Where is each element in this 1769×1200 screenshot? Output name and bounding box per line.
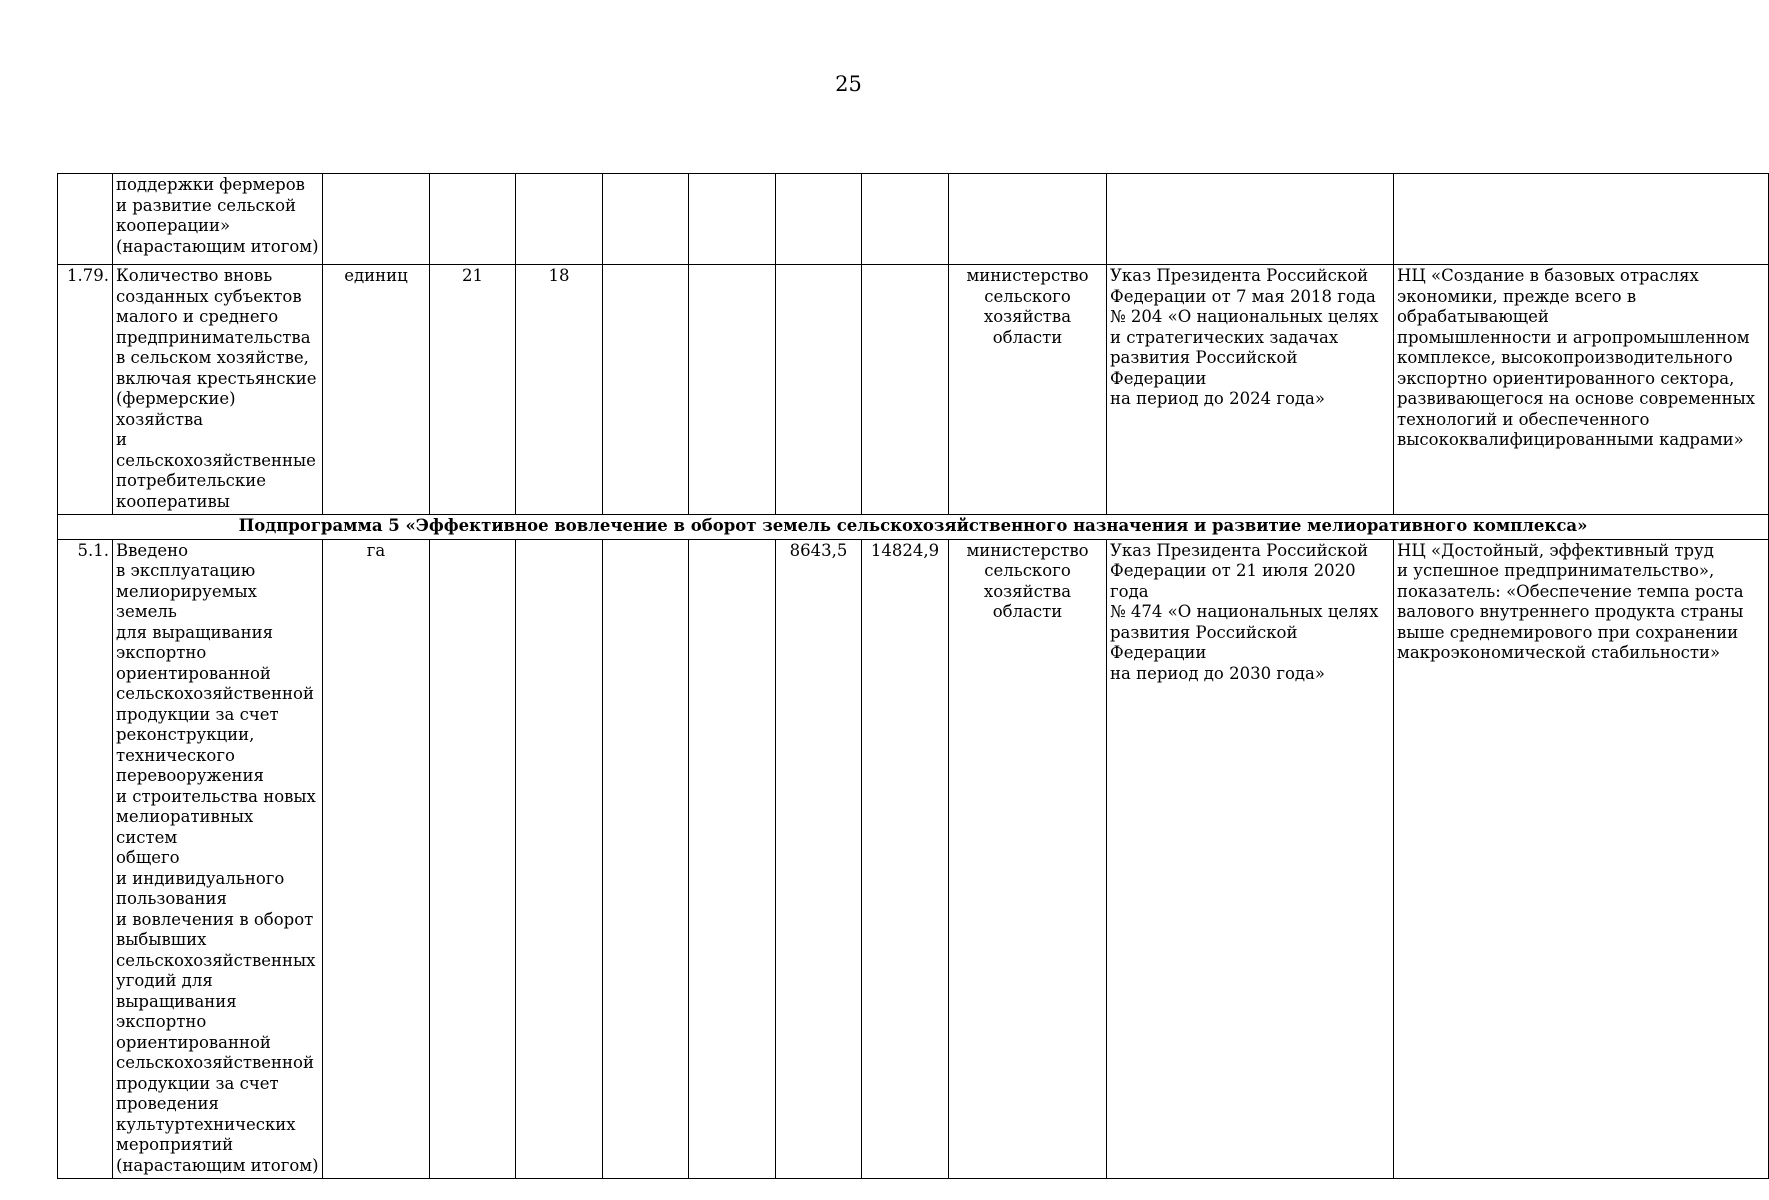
value-cell — [430, 174, 516, 265]
page-number: 25 — [835, 72, 862, 96]
indicator-name: Введено в эксплуатацию мелиорируемых земель для выращивания экспортно ориентированной сельскохозяйственной продукции за счет реконструкции, технического перевооружения и строительства новых мелиоративных систем общего и индивидуального пользования и вовлечения в оборот выбывших сельскохозяйственных угодий для выращивания экспортно ориентированной сельскохозяйственной продукции за счет проведения культуртехнических мероприятий (нарастающим итогом) — [113, 539, 323, 1179]
responsible-cell: министерство сельского хозяйства области — [949, 539, 1107, 1179]
subprogram-row — [58, 515, 1769, 540]
table-row — [58, 539, 1769, 1179]
value-cell — [516, 539, 603, 1179]
row-number: 1.79. — [58, 265, 113, 515]
indicator-name: Количество вновь созданных субъектов малого и среднего предпринимательства в сельском хозяйстве, включая крестьянские (фермерские) хозяйства и сельскохозяйственные потребительские кооперативы — [113, 265, 323, 515]
responsible-cell: министерство сельского хозяйства области — [949, 265, 1107, 515]
value-cell — [862, 174, 949, 265]
value-cell — [776, 174, 862, 265]
value-cell — [776, 265, 862, 515]
unit-cell: единиц — [323, 265, 430, 515]
goal-cell: НЦ «Создание в базовых отраслях экономики, прежде всего в обрабатывающей промышленности и агропромышленном комплексе, высокопроизводительного экспортно ориентированного сектора, развивающегося на основе современных технологий и обеспеченного высококвалифицированными кадрами» — [1394, 265, 1769, 515]
value-cell — [689, 265, 776, 515]
unit-cell — [323, 174, 430, 265]
row-number: 5.1. — [58, 539, 113, 1179]
indicators-table — [57, 173, 1769, 1179]
goal-cell — [1394, 174, 1769, 265]
basis-cell: Указ Президента Российской Федерации от 7 мая 2018 года № 204 «О национальных целях и стратегических задачах развития Российской Федерации на период до 2024 года» — [1107, 265, 1394, 515]
value-cell — [689, 539, 776, 1179]
value-cell — [603, 539, 689, 1179]
value-cell — [862, 265, 949, 515]
value-cell — [516, 174, 603, 265]
value-cell — [603, 265, 689, 515]
value-cell — [430, 539, 516, 1179]
unit-cell: га — [323, 539, 430, 1179]
indicator-name: поддержки фермеров и развитие сельской кооперации» (нарастающим итогом) — [113, 174, 323, 265]
basis-cell: Указ Президента Российской Федерации от 21 июля 2020 года № 474 «О национальных целях развития Российской Федерации на период до 2030 года» — [1107, 539, 1394, 1179]
value-cell: 21 — [430, 265, 516, 515]
responsible-cell — [949, 174, 1107, 265]
value-cell — [689, 174, 776, 265]
table-row — [58, 265, 1769, 515]
goal-cell: НЦ «Достойный, эффективный труд и успешное предпринимательство», показатель: «Обеспечение темпа роста валового внутреннего продукта страны выше среднемирового при сохранении макроэкономической стабильности» — [1394, 539, 1769, 1179]
row-number — [58, 174, 113, 265]
value-cell: 8643,5 — [776, 539, 862, 1179]
basis-cell — [1107, 174, 1394, 265]
value-cell — [603, 174, 689, 265]
value-cell: 18 — [516, 265, 603, 515]
table-row — [58, 174, 1769, 265]
subprogram-title: Подпрограмма 5 «Эффективное вовлечение в оборот земель сельскохозяйственного назначения и развитие мелиоративного комплекса» — [58, 515, 1769, 540]
value-cell: 14824,9 — [862, 539, 949, 1179]
